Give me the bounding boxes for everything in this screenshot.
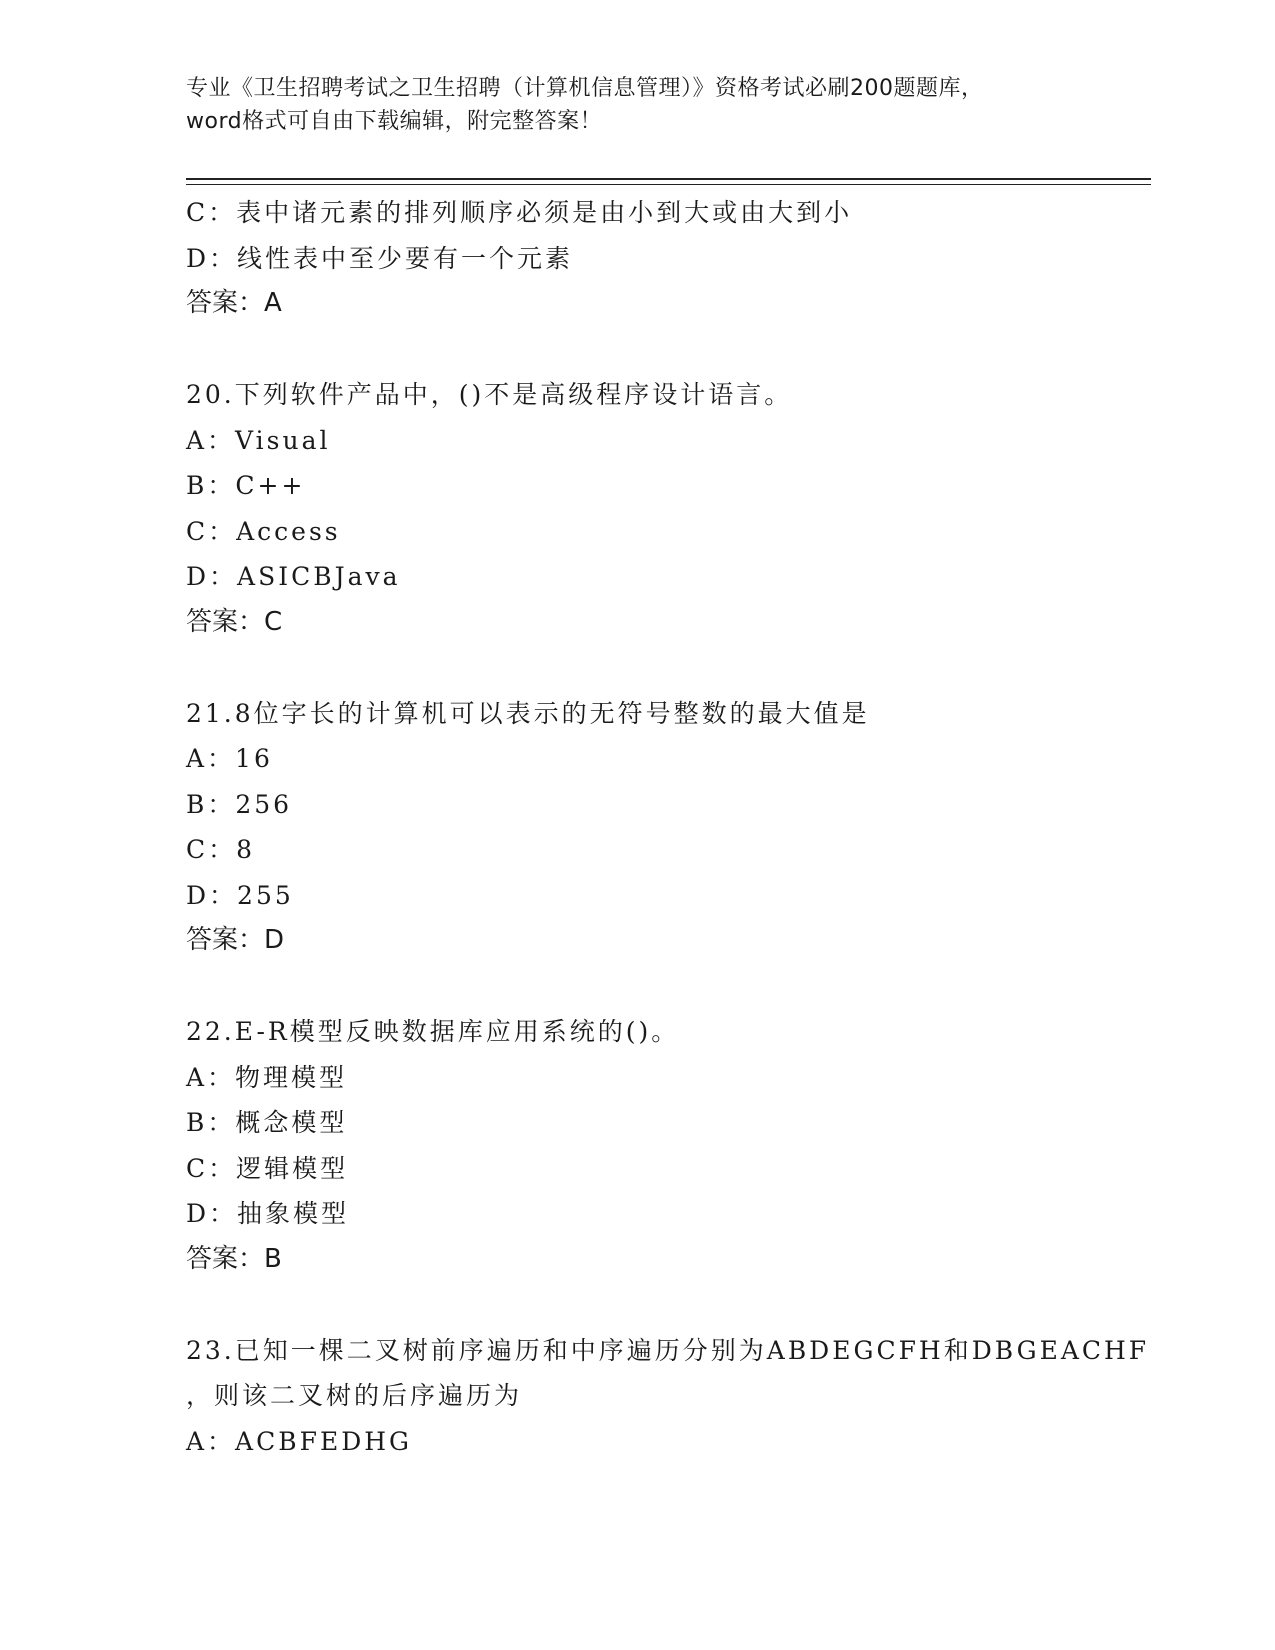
option-d: D：线性表中至少要有一个元素 bbox=[186, 243, 574, 273]
question-stem-continuation: ，则该二叉树的后序遍历为 bbox=[186, 1381, 523, 1410]
option-c: C：Access bbox=[186, 516, 341, 546]
option-b: B：C++ bbox=[186, 471, 306, 500]
option-a: A：Visual bbox=[186, 425, 331, 455]
answer-label: 答案：B bbox=[186, 1243, 282, 1274]
answer-label: 答案：C bbox=[186, 606, 283, 637]
option-d: D：抽象模型 bbox=[186, 1199, 350, 1228]
question-list bbox=[186, 190, 1150, 1464]
option-c: C：表中诸元素的排列顺序必须是由小到大或由大到小 bbox=[186, 198, 853, 227]
question-stem: 22.E-R模型反映数据库应用系统的()。 bbox=[186, 1017, 680, 1046]
option-a: A：16 bbox=[186, 744, 273, 773]
option-c: C：8 bbox=[186, 835, 256, 864]
option-d: D：255 bbox=[186, 880, 294, 910]
option-b: B：256 bbox=[186, 789, 293, 819]
question-stem: 21.8位字长的计算机可以表示的无符号整数的最大值是 bbox=[186, 698, 870, 728]
option-d: D：ASICBJava bbox=[186, 562, 401, 591]
spacer bbox=[186, 645, 1146, 691]
document-header bbox=[186, 72, 1086, 138]
header-title-line-1: 专业《卫生招聘考试之卫生招聘（计算机信息管理）》资格考试必刷200题题库， bbox=[186, 76, 984, 101]
spacer bbox=[186, 1282, 1146, 1328]
option-a: A：物理模型 bbox=[186, 1062, 348, 1092]
header-title-line-2: word格式可自由下载编辑，附完整答案！ bbox=[186, 109, 603, 134]
question-stem: 20.下列软件产品中，()不是高级程序设计语言。 bbox=[186, 380, 793, 409]
spacer bbox=[186, 964, 1146, 1010]
header-divider-thick bbox=[186, 178, 1151, 180]
option-c: C：逻辑模型 bbox=[186, 1153, 349, 1183]
spacer bbox=[186, 327, 1146, 373]
option-b: B：概念模型 bbox=[186, 1108, 348, 1137]
answer-label: 答案：A bbox=[186, 288, 282, 318]
header-divider-thin bbox=[186, 184, 1151, 185]
option-a: A：ACBFEDHG bbox=[186, 1426, 413, 1456]
answer-label: 答案：D bbox=[186, 925, 285, 955]
question-stem: 23.已知一棵二叉树前序遍历和中序遍历分别为ABDEGCFH和DBGEACHF bbox=[186, 1335, 1150, 1365]
